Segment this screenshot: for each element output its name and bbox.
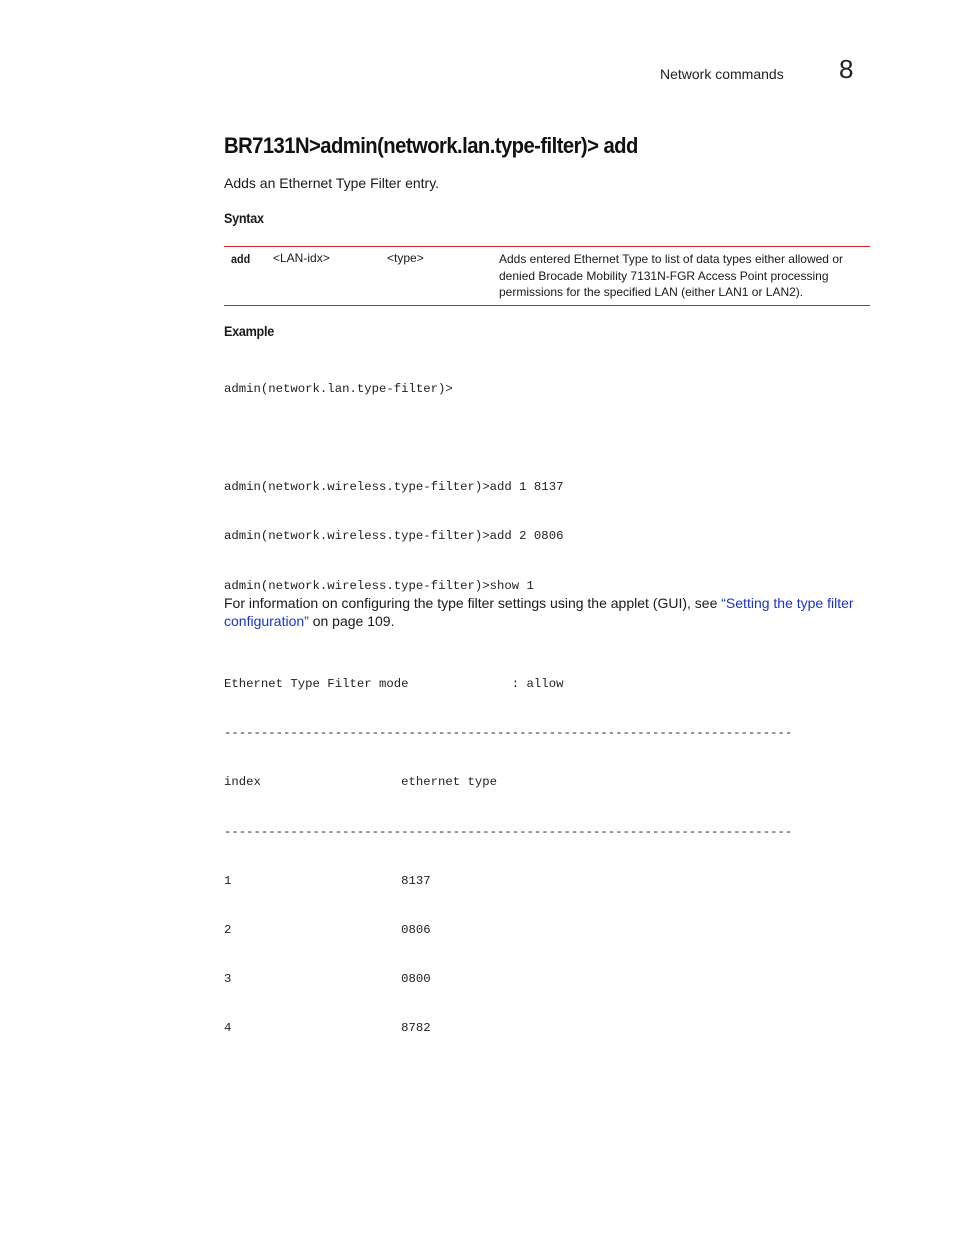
example-code-block	[224, 348, 792, 1053]
cross-reference-link[interactable]: “Setting the type filter configuration”	[224, 595, 854, 629]
code-line: 1 8137	[224, 873, 431, 888]
code-line: 2 0806	[224, 923, 431, 938]
syntax-heading: Syntax	[224, 210, 264, 226]
command-description: Adds an Ethernet Type Filter entry.	[224, 175, 440, 191]
code-line	[224, 430, 792, 446]
code-line: admin(network.wireless.type-filter)>add 2 0806	[224, 529, 564, 544]
code-line: 4 8782	[224, 1021, 431, 1036]
code-line: 3 0800	[224, 972, 431, 987]
code-line: -----------------------------------------------------------------------------	[224, 824, 793, 839]
code-line: Ethernet Type Filter mode : allow	[224, 677, 564, 692]
syntax-command: add	[231, 252, 251, 266]
running-header-section: Network commands	[660, 66, 784, 82]
syntax-description-line: Adds entered Ethernet Type to list of data types either allowed or	[499, 252, 843, 266]
page-title: BR7131N>admin(network.lan.type-filter)> add	[224, 133, 638, 158]
reference-page-text: on page 109.	[308, 613, 395, 629]
chapter-number: 8	[839, 54, 854, 84]
syntax-arg-lan-idx: <LAN-idx>	[273, 251, 330, 265]
reference-paragraph	[224, 594, 870, 630]
syntax-arg-type: <type>	[387, 251, 424, 265]
syntax-description-line: denied Brocade Mobility 7131N-FGR Access Point processing	[499, 268, 829, 283]
syntax-table	[224, 246, 870, 306]
syntax-description-line: permissions for the specified LAN (either LAN1 or LAN2).	[499, 285, 804, 299]
syntax-description	[499, 251, 867, 301]
code-line: -----------------------------------------------------------------------------	[224, 726, 793, 741]
code-line: admin(network.lan.type-filter)>	[224, 381, 453, 396]
reference-text: For information on configuring the type filter settings using the applet (GUI), see	[224, 595, 722, 611]
code-line: admin(network.wireless.type-filter)>add 1 8137	[224, 480, 564, 495]
code-line: index ethernet type	[224, 775, 498, 790]
example-heading: Example	[224, 323, 274, 339]
code-line: admin(network.wireless.type-filter)>show 1	[224, 578, 534, 593]
